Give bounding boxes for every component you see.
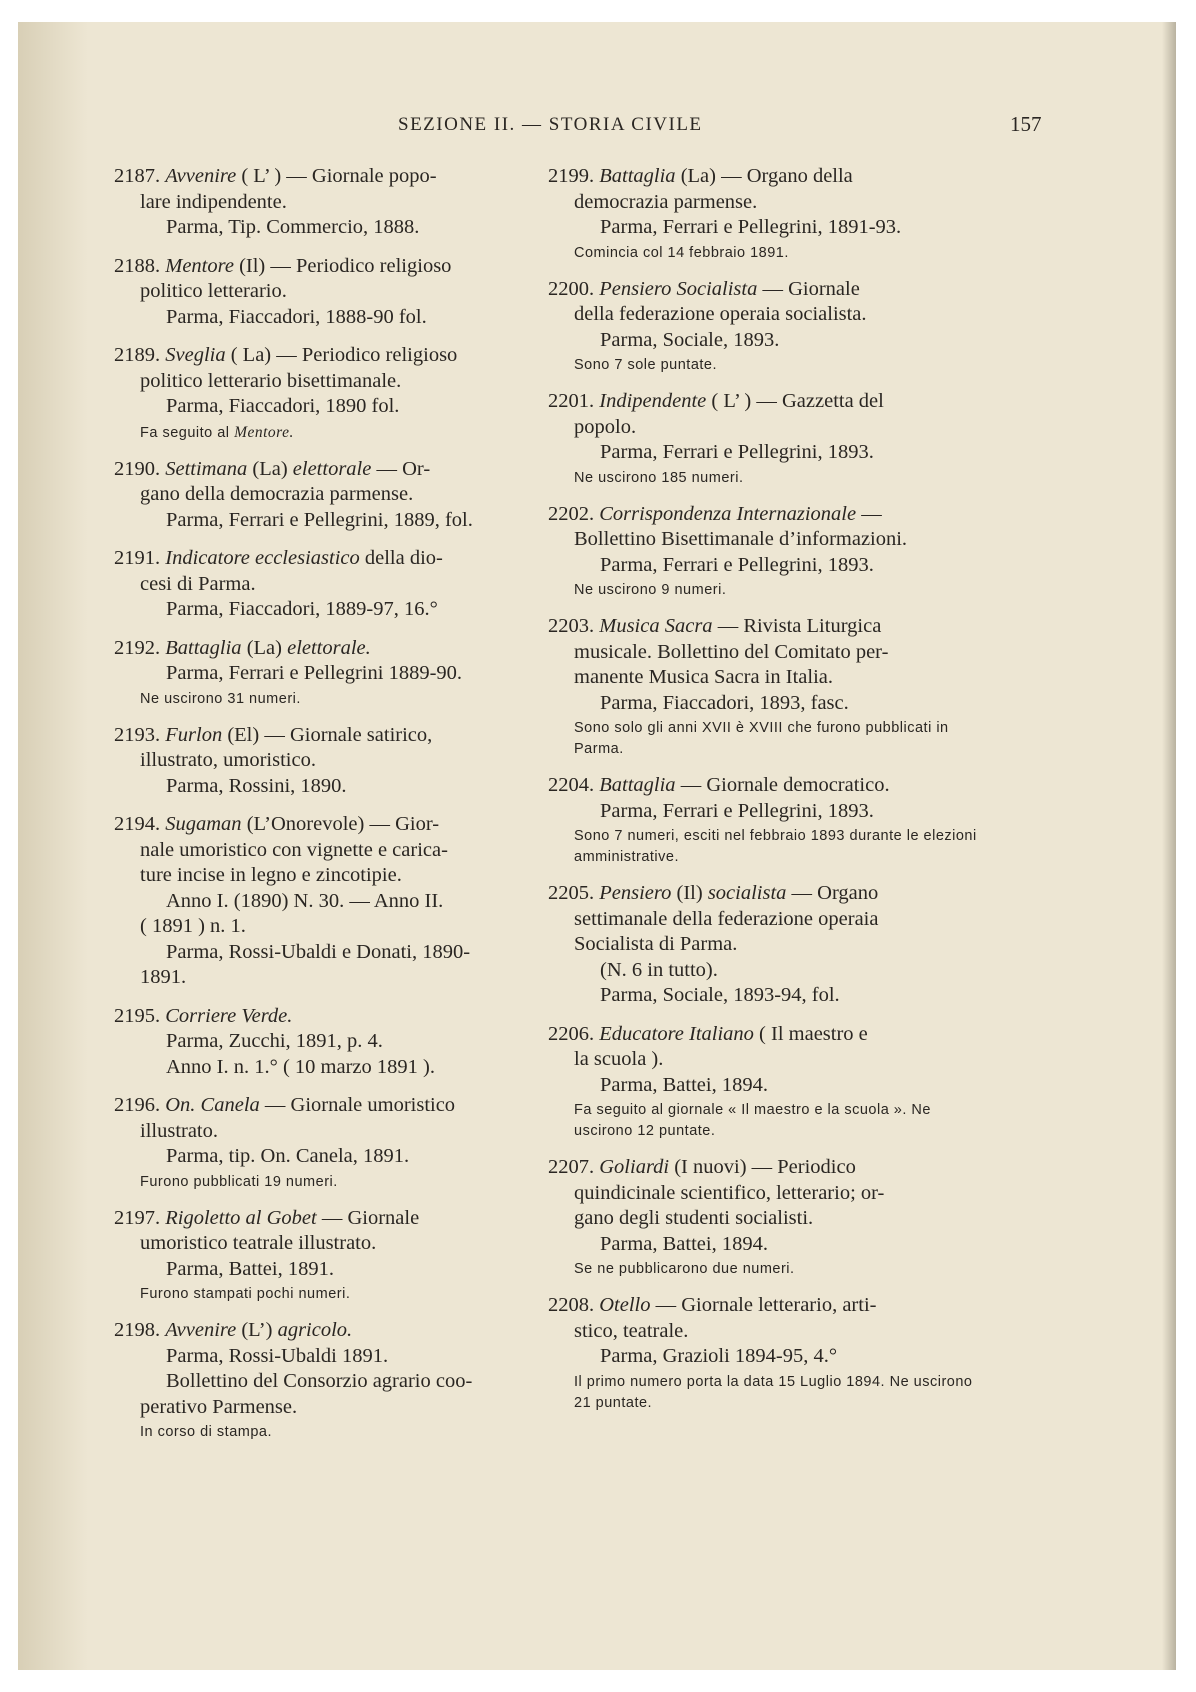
entry-publisher: Parma, Battei, 1894. — [600, 1232, 768, 1255]
entry-desc-cont: quindicinale scientifico, letterario; or- — [574, 1181, 885, 1204]
entry-title-2: elettorale. — [287, 636, 371, 659]
entry-note: Il primo numero porta la data 15 Luglio 1894. Ne uscirono 21 puntate. — [574, 1373, 973, 1411]
entry-2195 — [114, 1004, 546, 1081]
entry-desc: ( La) — Periodico religioso — [225, 344, 458, 366]
entry-title-2: elettorale — [292, 457, 372, 480]
entry-desc-cont: lare indipendente. — [140, 190, 287, 213]
entry-2187 — [114, 164, 546, 241]
entry-note: In corso di stampa. — [140, 1424, 272, 1440]
entry-desc: — — [856, 502, 882, 525]
entry-desc-cont: ( 1891 ) n. 1. — [140, 915, 246, 937]
entry-publisher: Parma, Grazioli 1894-95, 4.° — [600, 1345, 838, 1367]
entry-note: Ne uscirono 31 numeri. — [140, 690, 301, 707]
entry-desc-cont: popolo. — [574, 415, 637, 438]
entry-2196 — [114, 1093, 546, 1193]
entry-title-2: agricolo. — [277, 1319, 353, 1341]
entry-desc-cont: democrazia parmense. — [574, 190, 758, 213]
entry-desc-cont: Socialista di Parma. — [574, 933, 738, 955]
entry-2194 — [114, 812, 546, 991]
entry-desc-cont: della federazione operaia socialista. — [574, 303, 867, 325]
entry-note: Ne uscirono 9 numeri. — [574, 582, 727, 598]
entry-number: 2208. — [548, 1294, 595, 1316]
entry-number: 2197. — [114, 1206, 161, 1229]
entry-desc: (I nuovi) — Periodico — [669, 1156, 856, 1178]
entry-2207 — [548, 1155, 986, 1280]
entry-2208 — [548, 1293, 986, 1414]
entry-title: Battaglia — [599, 774, 676, 796]
entry-desc-2: — Or- — [371, 457, 431, 480]
entry-number: 2205. — [548, 882, 595, 904]
entry-publisher: Parma, Battei, 1894. — [600, 1073, 768, 1096]
entry-desc: — Giornale umoristico — [259, 1094, 456, 1116]
entry-note: Fa seguito al giornale « Il maestro e la scuola ». Ne uscirono 12 puntate. — [574, 1102, 931, 1139]
entry-number: 2204. — [548, 774, 595, 796]
page-number: 157 — [1010, 112, 1042, 136]
entry-publisher-2: Parma, Rossi-Ubaldi e Donati, 1890- — [166, 940, 471, 963]
note-text: Fa seguito al — [140, 424, 235, 441]
entry-number: 2196. — [114, 1094, 161, 1116]
entry-desc: (La) — [247, 457, 293, 480]
entry-title: Settimana — [165, 457, 248, 480]
running-header — [18, 114, 1176, 150]
entry-publisher: Parma, Battei, 1891. — [166, 1257, 334, 1280]
entry-title: Corrispondenza Internazionale — [599, 502, 857, 525]
entry-publisher-2: Bollettino del Consorzio agrario coo- — [166, 1370, 473, 1392]
entry-title: Indicatore ecclesiastico — [165, 547, 360, 569]
entry-title: Musica Sacra — [599, 615, 713, 637]
entry-title: Battaglia — [599, 165, 676, 187]
entry-note: Sono 7 sole puntate. — [574, 357, 718, 373]
entry-title: Educatore Italiano — [599, 1022, 754, 1045]
entry-desc: (L’Onorevole) — Gior- — [241, 813, 440, 835]
entry-desc-cont: la scuola ). — [574, 1048, 664, 1070]
entry-number: 2207. — [548, 1156, 595, 1178]
entry-desc: — Giornale democratico. — [675, 774, 890, 796]
entry-desc-cont: perativo Parmense. — [140, 1395, 298, 1418]
right-column — [548, 164, 986, 1427]
entry-title: Goliardi — [599, 1156, 670, 1178]
entry-note: Comincia col 14 febbraio 1891. — [574, 244, 789, 261]
entry-desc: — Giornale — [316, 1206, 420, 1229]
entry-publisher: Parma, Fiaccadori, 1890 fol. — [166, 395, 400, 417]
entry-publisher: Parma, Rossi-Ubaldi 1891. — [166, 1344, 389, 1367]
entry-title: Avvenire — [165, 165, 237, 187]
entry-number: 2191. — [114, 547, 161, 569]
entry-desc-cont: umoristico teatrale illustrato. — [140, 1232, 377, 1254]
entry-desc-cont: politico letterario bisettimanale. — [140, 369, 402, 392]
entry-desc: della dio- — [359, 547, 443, 569]
entry-publisher-2: Parma, Sociale, 1893-94, fol. — [600, 984, 840, 1006]
entry-number: 2199. — [548, 165, 595, 187]
entry-note: Sono 7 numeri, esciti nel febbraio 1893 durante le elezioni amministrative. — [574, 828, 977, 865]
entry-title-2: socialista — [707, 882, 787, 904]
note-italic: Mentore. — [234, 423, 294, 441]
entry-2193 — [114, 723, 546, 800]
entry-note — [114, 422, 546, 444]
entry-desc: ( L’ ) — Gazzetta del — [706, 390, 884, 412]
entry-title: Avvenire — [165, 1319, 237, 1341]
entry-desc: (La) — [241, 636, 288, 659]
entry-note: Sono solo gli anni XVII è XVIII che furono pubblicati in Parma. — [574, 720, 949, 757]
entry-desc-cont: gano della democrazia parmense. — [140, 483, 414, 505]
entry-2206 — [548, 1022, 986, 1143]
entry-publisher: Parma, Ferrari e Pellegrini, 1889, fol. — [166, 508, 473, 531]
entry-number: 2192. — [114, 636, 161, 659]
entry-number: 2206. — [548, 1022, 595, 1045]
entry-number: 2200. — [548, 277, 595, 300]
entry-desc: (L’) — [236, 1319, 278, 1341]
entry-title: Sugaman — [165, 813, 242, 835]
entry-desc-cont: ture incise in legno e zincotipie. — [140, 864, 402, 886]
entry-note: Se ne pubblicarono due numeri. — [574, 1261, 795, 1277]
entry-desc-cont: Bollettino Bisettimanale d’informazioni. — [574, 528, 908, 550]
entry-2204 — [548, 773, 986, 868]
entry-publisher: Parma, Fiaccadori, 1889-97, 16.° — [166, 598, 438, 620]
page — [18, 22, 1176, 1670]
entry-desc-cont: illustrato. — [140, 1119, 219, 1142]
entry-desc: — Rivista Liturgica — [712, 615, 882, 637]
entry-desc-cont: cesi di Parma. — [140, 572, 256, 595]
section-title: SEZIONE II. — STORIA CIVILE — [398, 114, 703, 135]
entry-publisher: Parma, Fiaccadori, 1888-90 fol. — [166, 305, 427, 328]
entry-2198 — [114, 1318, 546, 1443]
entry-2188 — [114, 254, 546, 331]
entry-2191 — [114, 546, 546, 623]
entry-title: Corriere Verde. — [165, 1004, 293, 1027]
entry-number: 2190. — [114, 457, 161, 480]
entry-title: On. Canela — [165, 1094, 260, 1116]
entry-number: 2201. — [548, 390, 595, 412]
entry-title: Rigoletto al Gobet — [165, 1206, 317, 1229]
entry-title: Furlon — [165, 723, 223, 746]
entry-desc-cont: musicale. Bollettino del Comitato per- — [574, 640, 889, 663]
entry-2192 — [114, 636, 546, 710]
entry-desc-cont: gano degli studenti socialisti. — [574, 1207, 814, 1229]
entry-2200 — [548, 277, 986, 377]
entry-2197 — [114, 1206, 546, 1306]
entry-2199 — [548, 164, 986, 264]
entry-title: Pensiero Socialista — [599, 277, 758, 300]
entry-number: 2203. — [548, 615, 595, 637]
entry-title: Otello — [599, 1294, 651, 1316]
entry-2202 — [548, 502, 986, 602]
entry-note: Ne uscirono 185 numeri. — [574, 469, 744, 486]
entry-desc-cont: settimanale della federazione operaia — [574, 907, 879, 930]
entry-desc-cont: illustrato, umoristico. — [140, 749, 316, 771]
entry-desc: (Il) — [671, 882, 708, 904]
entry-title: Pensiero — [599, 882, 672, 904]
entry-number: 2198. — [114, 1319, 161, 1341]
entry-publisher: (N. 6 in tutto). — [600, 958, 718, 981]
entry-title: Battaglia — [165, 636, 242, 659]
entry-publisher: Parma, Sociale, 1893. — [600, 328, 780, 351]
entry-desc: — Giornale letterario, arti- — [650, 1294, 877, 1316]
entry-publisher: Parma, Ferrari e Pellegrini, 1893. — [600, 441, 874, 463]
entry-publisher: Parma, Zucchi, 1891, p. 4. — [166, 1030, 383, 1052]
entry-desc: (La) — Organo della — [675, 165, 853, 187]
entry-desc: ( Il maestro e — [753, 1022, 868, 1045]
entry-number: 2194. — [114, 813, 161, 835]
entry-2190 — [114, 457, 546, 534]
entry-desc-cont: nale umoristico con vignette e carica- — [140, 838, 448, 861]
entry-publisher: Parma, Ferrari e Pellegrini, 1891-93. — [600, 216, 902, 238]
entry-desc: ( L’ ) — Giornale popo- — [236, 165, 437, 187]
entry-number: 2187. — [114, 165, 161, 187]
entry-publisher-2: Anno I. n. 1.° ( 10 marzo 1891 ). — [166, 1055, 435, 1078]
entry-number: 2195. — [114, 1004, 161, 1027]
entry-desc: — Giornale — [757, 277, 860, 300]
entry-number: 2202. — [548, 502, 595, 525]
entry-publisher: Parma, Ferrari e Pellegrini, 1893. — [600, 799, 874, 822]
entry-desc-cont: 1891. — [140, 966, 187, 988]
entry-publisher: Parma, tip. On. Canela, 1891. — [166, 1145, 410, 1167]
entry-2201 — [548, 389, 986, 489]
entry-title: Indipendente — [599, 390, 707, 412]
entry-publisher: Parma, Tip. Commercio, 1888. — [166, 216, 420, 238]
entry-number: 2188. — [114, 254, 161, 277]
entry-number: 2193. — [114, 723, 161, 746]
entry-title: Mentore — [165, 254, 234, 277]
entry-note: Furono stampati pochi numeri. — [140, 1286, 351, 1302]
entry-2203 — [548, 614, 986, 760]
entry-desc-cont: stico, teatrale. — [574, 1319, 689, 1342]
entry-2205 — [548, 881, 986, 1009]
entry-desc: (Il) — Periodico religioso — [233, 254, 452, 277]
entry-publisher: Anno I. (1890) N. 30. — Anno II. — [166, 889, 444, 912]
entry-publisher: Parma, Ferrari e Pellegrini 1889-90. — [166, 662, 463, 684]
entry-desc: (El) — Giornale satirico, — [222, 723, 433, 746]
entry-note: Furono pubblicati 19 numeri. — [140, 1173, 338, 1190]
entry-desc-cont: politico letterario. — [140, 280, 287, 302]
entry-publisher: Parma, Rossini, 1890. — [166, 774, 347, 797]
entry-2189 — [114, 343, 546, 444]
entry-publisher: Parma, Ferrari e Pellegrini, 1893. — [600, 553, 874, 576]
entry-number: 2189. — [114, 344, 161, 366]
entry-desc-2: — Organo — [786, 882, 879, 904]
left-column — [114, 164, 546, 1456]
entry-title: Sveglia — [165, 344, 226, 366]
entry-desc-cont: manente Musica Sacra in Italia. — [574, 666, 833, 688]
entry-publisher: Parma, Fiaccadori, 1893, fasc. — [600, 691, 849, 714]
